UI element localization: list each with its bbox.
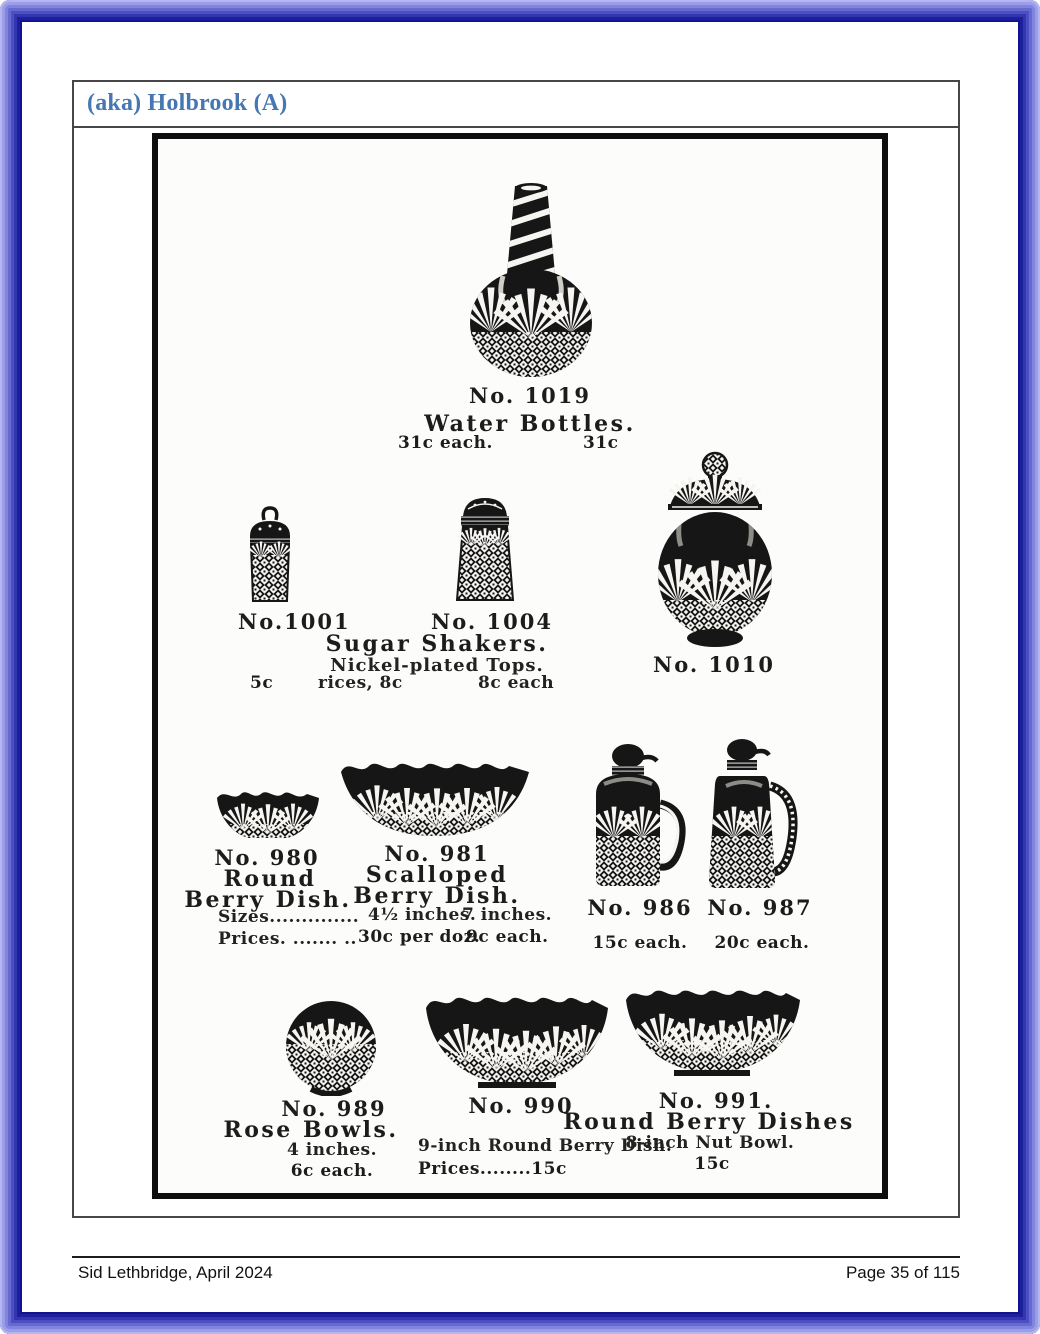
dish-price-a: 30c per doz.	[358, 927, 481, 947]
dish-980-name-1: Round	[223, 866, 317, 892]
shakers-price-right: 8c each	[478, 673, 555, 693]
header-row	[74, 82, 958, 128]
covered-jar-number: No. 1010	[653, 652, 775, 677]
footer-page-number: Page 35 of 115	[845, 1263, 960, 1282]
water-bottles-number: No. 1019	[469, 383, 591, 408]
jug-986-number: No. 986	[587, 895, 693, 920]
sugar-shaker-large-illustration	[453, 490, 517, 604]
shakers-price-left: 5c	[250, 673, 274, 693]
jug-987-price: 20c each.	[714, 933, 810, 953]
dish-prices-label: Prices. ....... ..	[218, 929, 357, 949]
water-bottles-price-left: 31c each.	[398, 433, 493, 453]
covered-jar-illustration	[650, 450, 780, 650]
shaker-large-number: No. 1004	[431, 609, 553, 634]
dish-sizes-label: Sizes..............	[218, 907, 360, 927]
bowl-991-number: No. 991.	[658, 1088, 774, 1113]
sugar-shakers-title: Sugar Shakers.	[325, 631, 549, 657]
jug-986-price: 15c each.	[592, 933, 688, 953]
rose-bowls-name: Rose Bowls.	[223, 1117, 399, 1143]
bowl-990-desc: 9-inch Round Berry Dish.	[418, 1136, 673, 1156]
bowl-990-number: No. 990	[468, 1093, 574, 1118]
dish-980-number: No. 980	[214, 845, 320, 870]
syrup-jug-987-illustration	[704, 736, 804, 892]
round-berry-dish-illustration	[213, 778, 323, 844]
sugar-shaker-small-illustration	[242, 504, 298, 604]
page-title: (aka) Holbrook (A)	[87, 90, 288, 116]
bowl-990-price: Prices........15c	[418, 1159, 567, 1179]
berry-bowl-990-illustration	[420, 982, 614, 1092]
rose-bowls-number: No. 989	[281, 1096, 387, 1121]
rose-bowls-size: 4 inches.	[286, 1140, 378, 1160]
shaker-small-number: No.1001	[238, 609, 351, 634]
dish-size-b: 7 inches.	[462, 905, 553, 925]
bowl-991-price: 15c	[694, 1154, 730, 1174]
catalog-scan	[152, 133, 888, 1199]
rose-bowl-illustration	[283, 996, 379, 1096]
syrup-jug-986-illustration	[586, 740, 690, 892]
bowl-991-name: Round Berry Dishes	[563, 1109, 855, 1135]
dish-980-name-2: Berry Dish.	[184, 887, 352, 913]
dish-981-number: No. 981	[384, 841, 490, 866]
dish-size-a: 4½ inches.	[368, 905, 477, 925]
sugar-shakers-subtitle: Nickel-plated Tops.	[330, 655, 544, 676]
berry-bowl-991-illustration	[620, 976, 806, 1078]
rose-bowls-price: 6c each.	[290, 1161, 374, 1181]
water-bottles-price-right: 31c	[583, 433, 619, 453]
shakers-price-mid: rices, 8c	[318, 673, 403, 693]
dish-price-b: 9c each.	[466, 927, 549, 947]
dish-981-name-1: Scalloped	[365, 862, 509, 888]
footer-divider	[72, 1256, 960, 1258]
scalloped-berry-dish-illustration	[337, 750, 533, 842]
dish-981-name-2: Berry Dish.	[353, 883, 521, 909]
water-bottle-illustration	[465, 180, 597, 378]
footer-author: Sid Lethbridge, April 2024	[78, 1263, 273, 1282]
bowl-991-desc: 8-inch Nut Bowl.	[625, 1133, 795, 1153]
jug-987-number: No. 987	[707, 895, 813, 920]
water-bottles-title: Water Bottles.	[424, 411, 636, 437]
